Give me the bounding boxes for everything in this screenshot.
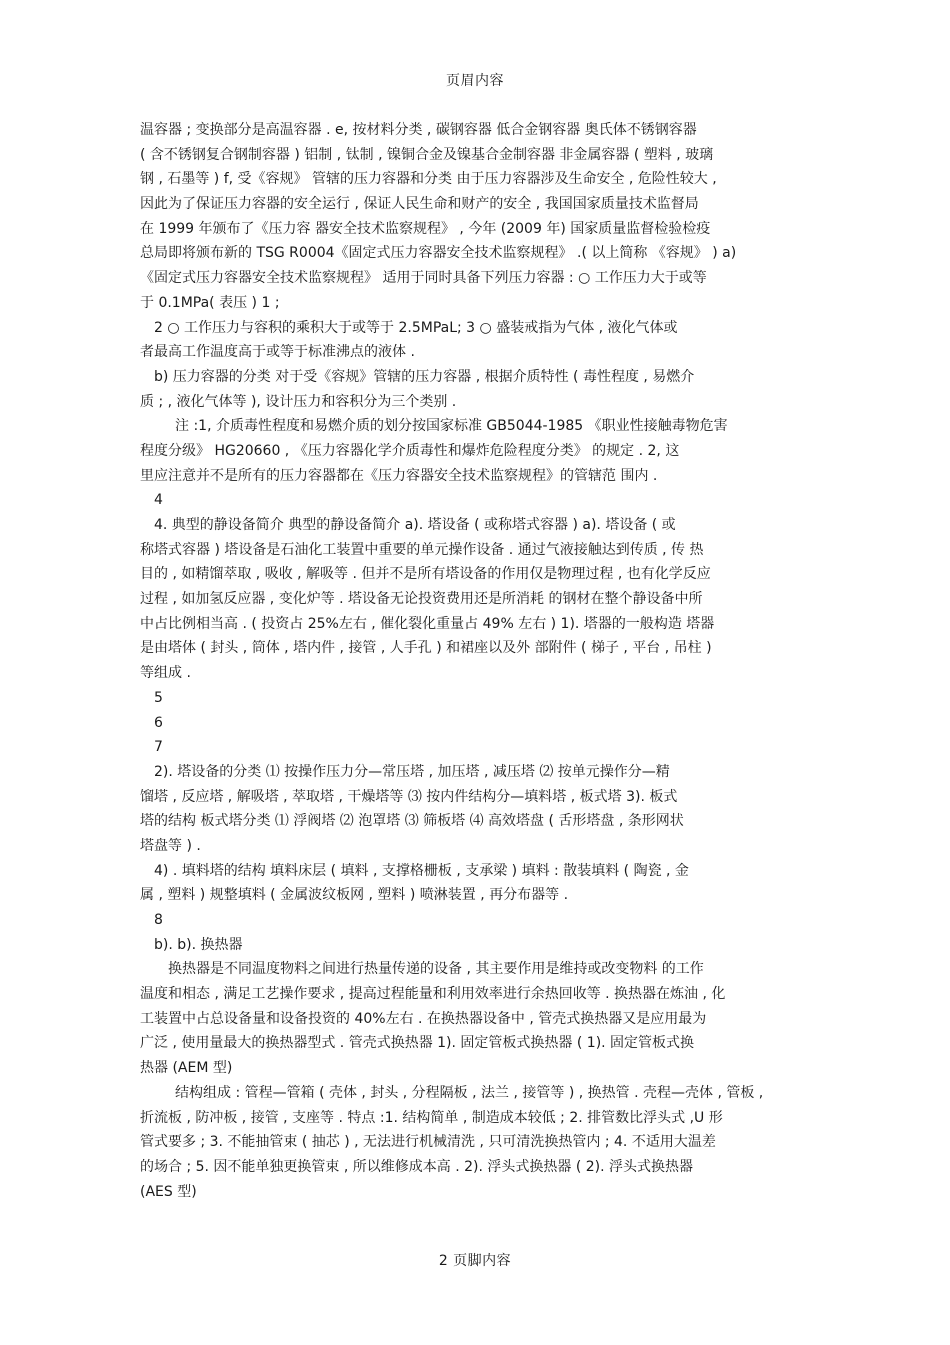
text-line: 程度分级》 HG20660 , 《压力容器化学介质毒性和爆炸危险程度分类》 的规定 . 2, 这 bbox=[140, 442, 680, 459]
text-line: 8 bbox=[154, 912, 163, 928]
text-line: 结构组成 : 管程—管箱 ( 壳体 , 封头 , 分程隔板 , 法兰 , 接管等 ) , 换热管 . 壳程—壳体 , 管板 , bbox=[175, 1084, 764, 1101]
text-line: 质 ; , 液化气体等 ), 设计压力和容积分为三个类别 . bbox=[140, 393, 457, 410]
text-line: (AES 型) bbox=[140, 1183, 197, 1200]
text-line: 塔盘等 ) . bbox=[140, 837, 201, 854]
text-line: 管式要多 ; 3. 不能抽管束 ( 抽芯 ) , 无法进行机械清洗 , 只可清洗换热管内 ; 4. 不适用大温差 bbox=[140, 1134, 716, 1151]
text-line: 者最高工作温度高于或等于标准沸点的液体 . bbox=[140, 344, 415, 361]
text-line: 温度和相态 , 满足工艺操作要求 , 提高过程能量和利用效率进行余热回收等 . 换热器在炼油 , 化 bbox=[140, 986, 726, 1003]
text-line: 折流板 , 防冲板 , 接管 , 支座等 . 特点 :1. 结构简单 , 制造成本较低 ; 2. 排管数比浮头式 ,U 形 bbox=[140, 1109, 723, 1126]
text-line: 工装置中占总设备量和设备投资的 40%左右 . 在换热器设备中 , 管壳式换热器又是应用最为 bbox=[140, 1010, 707, 1027]
text-line: 称塔式容器 ) 塔设备是石油化工装置中重要的单元操作设备 . 通过气液接触达到传质 , 传 热 bbox=[140, 541, 704, 558]
page-footer: 2 页脚内容 bbox=[438, 1253, 512, 1269]
text-line: 4. 典型的静设备简介 典型的静设备简介 a). 塔设备 ( 或称塔式容器 ) a). 塔设备 ( 或 bbox=[154, 517, 676, 533]
text-line: 2 ○ 工作压力与容积的乘积大于或等于 2.5MPaL; 3 ○ 盛装戒指为气体 , 液化气体或 bbox=[154, 319, 678, 336]
text-line: 里应注意并不是所有的压力容器都在《压力容器安全技术监察规程》的管辖范 围内 . bbox=[140, 467, 658, 484]
text-line: 塔的结构 板式塔分类 ⑴ 浮阀塔 ⑵ 泡罩塔 ⑶ 筛板塔 ⑷ 高效塔盘 ( 舌形塔盘 , 条形网状 bbox=[140, 813, 684, 830]
text-line: b). b). 换热器 bbox=[154, 936, 243, 953]
text-line: 注 :1, 介质毒性程度和易燃介质的划分按国家标准 GB5044-1985 《职业性接触毒物危害 bbox=[175, 418, 728, 435]
text-line: 热器 (AEM 型) bbox=[140, 1060, 233, 1077]
text-line: 等组成 . bbox=[140, 665, 191, 682]
text-line: ( 含不锈钢复合钢制容器 ) 铝制 , 钛制 , 镍铜合金及镍基合金制容器 非金属容器 ( 塑料 , 玻璃 bbox=[140, 146, 714, 163]
text-line: 在 1999 年颁布了《压力容 器安全技术监察规程》 , 今年 (2009 年) 国家质量监督检验检疫 bbox=[140, 220, 711, 237]
text-line: 钢 , 石墨等 ) f, 受《容规》 管辖的压力容器和分类 由于压力容器涉及生命安全 , 危险性较大 , bbox=[140, 171, 717, 188]
text-line: 是由塔体 ( 封头 , 筒体 , 塔内件 , 接管 , 人手孔 ) 和裙座以及外 部附件 ( 梯子 , 平台 , 吊柱 ) bbox=[140, 640, 712, 657]
text-line: b) 压力容器的分类 对于受《容规》管辖的压力容器 , 根据介质特性 ( 毒性程度 , 易燃介 bbox=[154, 368, 695, 385]
text-line: 7 bbox=[154, 739, 163, 756]
text-line: 5 bbox=[154, 689, 163, 706]
text-line: 的场合 ; 5. 因不能单独更换管束 , 所以维修成本高 . 2). 浮头式换热器 ( 2). 浮头式换热器 bbox=[140, 1158, 694, 1175]
text-line: 中占比例相当高 . ( 投资占 25%左右 , 催化裂化重量占 49% 左右 ) 1). 塔器的一般构造 塔器 bbox=[140, 615, 715, 632]
text-line: 2). 塔设备的分类 ⑴ 按操作压力分—常压塔 , 加压塔 , 减压塔 ⑵ 按单元操作分—精 bbox=[154, 763, 670, 780]
text-line: 属 , 塑料 ) 规整填料 ( 金属波纹板网 , 塑料 ) 喷淋装置 , 再分布器等 . bbox=[140, 887, 569, 904]
text-line: 总局即将颁布新的 TSG R0004《固定式压力容器安全技术监察规程》 .( 以上简称 《容规》 ) a) bbox=[140, 245, 737, 262]
text-line: 因此为了保证压力容器的安全运行 , 保证人民生命和财产的安全 , 我国国家质量技术监督局 bbox=[140, 196, 699, 213]
text-line: 过程 , 如加氢反应器 , 变化炉等 . 塔设备无论投资费用还是所消耗 的钢材在整个静设备中所 bbox=[140, 591, 703, 608]
text-line: 温容器 ; 变换部分是高温容器 . e, 按材料分类 , 碳钢容器 低合金钢容器 奥氏体不锈钢容器 bbox=[140, 122, 697, 138]
page-header: 页眉内容 bbox=[446, 73, 504, 89]
text-line: 广泛 , 使用量最大的换热器型式 . 管壳式换热器 1). 固定管板式换热器 ( 1). 固定管板式换 bbox=[140, 1035, 695, 1052]
text-line: 4 bbox=[154, 492, 163, 509]
text-line: 4) . 填料塔的结构 填料床层 ( 填料 , 支撑格栅板 , 支承梁 ) 填料 : 散装填料 ( 陶瓷 , 金 bbox=[154, 862, 689, 879]
text-line: 馏塔 , 反应塔 , 解吸塔 , 萃取塔 , 干燥塔等 ⑶ 按内件结构分—填料塔 , 板式塔 3). 板式 bbox=[140, 788, 678, 805]
text-line: 换热器是不同温度物料之间进行热量传递的设备 , 其主要作用是维持或改变物料 的工作 bbox=[168, 961, 704, 978]
text-line: 《固定式压力容器安全技术监察规程》 适用于同时具备下列压力容器 : ○ 工作压力大于或等 bbox=[140, 270, 707, 287]
document-body bbox=[140, 118, 820, 1204]
text-line: 6 bbox=[154, 714, 163, 731]
text-line: 于 0.1MPa( 表压 ) 1 ; bbox=[140, 294, 280, 311]
text-line: 目的 , 如精馏萃取 , 吸收 , 解吸等 . 但并不是所有塔设备的作用仅是物理过程 , 也有化学反应 bbox=[140, 566, 711, 583]
